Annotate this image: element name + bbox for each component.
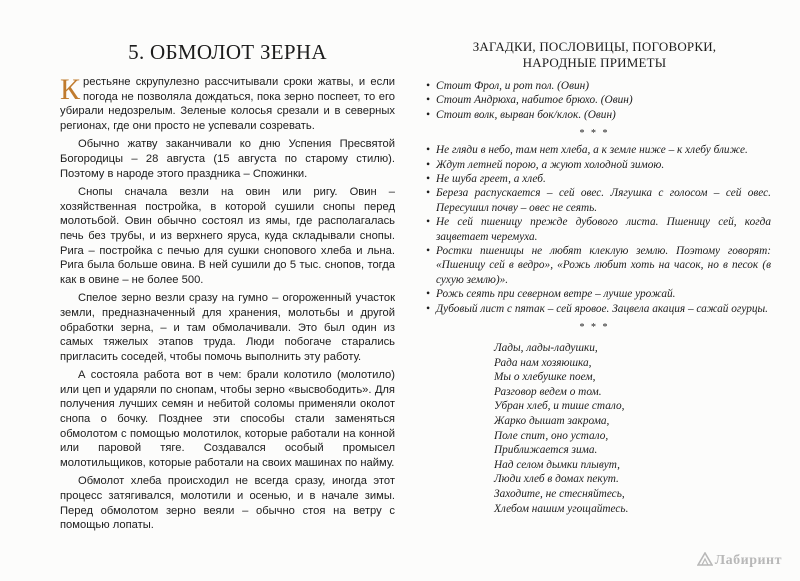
poem-line: Лады, лады-ладушки, bbox=[494, 342, 598, 355]
paragraph-5: А состояла работа вот в чем: брали колотило (молотило) или цеп и ударяли по снопам, чтобы зерно «высвободить». Для получения лучших семян и небитой соломы применяли околот снопа о бочку. Позднее эти способы стали заменяться обмолотом с помощью молотилок, которые работали на конной или паровой тяге. Создавался особый промысел молотильщиков, которые работали на своих машинах по найму. bbox=[60, 369, 395, 469]
watermark-text: Лабиринт bbox=[714, 553, 782, 568]
chapter-title: 5. ОБМОЛОТ ЗЕРНА bbox=[128, 40, 327, 64]
poem bbox=[494, 341, 771, 516]
paragraph-2: Обычно жатву заканчивали ко дню Успения Пресвятой Богородицы – 28 августа (15 августа по старому стилю). Поэтому в народе этого праздника – Спожинки. bbox=[60, 138, 395, 180]
paragraph-6: Обмолот хлеба происходил не всегда сразу, иногда этот процесс затягивался, молотили и осенью, и в начале зимы. Перед обмолотом зерно веяли – обычно стоя на ветру с помощью лопаты. bbox=[60, 475, 395, 532]
poem-line: Над селом дымки плывут, bbox=[494, 458, 620, 471]
bullet-icon: • bbox=[426, 302, 430, 315]
proverbs-list bbox=[418, 143, 771, 316]
bullet-icon: • bbox=[426, 173, 430, 186]
proverb-item: • Не гляди в небо, там нет хлеба, а к земле ниже – к хлебу ближе. bbox=[426, 144, 748, 157]
proverb-item: • Дубовый лист с пятак – сей яровое. Зацвела акация – сажай огурцы. bbox=[426, 302, 768, 315]
riddle-item: • Стоит волк, вырван бок/клок. (Овин) bbox=[426, 108, 616, 121]
poem-line: Убран хлеб, и тише стало, bbox=[494, 400, 625, 413]
labirint-logo-icon bbox=[697, 552, 713, 566]
poem-line: Мы о хлебушке поем, bbox=[494, 371, 596, 384]
left-page bbox=[60, 34, 395, 537]
bullet-icon: • bbox=[426, 216, 430, 229]
bullet-icon: • bbox=[426, 187, 430, 200]
section-title-line-1: ЗАГАДКИ, ПОСЛОВИЦЫ, ПОГОВОРКИ, bbox=[472, 39, 717, 54]
proverb-item: • Не шуба греет, а хлеб. bbox=[426, 173, 546, 186]
drop-cap: К bbox=[60, 73, 81, 106]
labirint-watermark bbox=[697, 552, 782, 569]
bullet-icon: • bbox=[426, 108, 430, 121]
poem-line: Рада нам хозяюшка, bbox=[494, 356, 592, 369]
bullet-icon: • bbox=[426, 245, 430, 258]
poem-line: Приближается зима. bbox=[494, 444, 598, 457]
poem-line: Хлебом нашим угощайтесь. bbox=[494, 502, 629, 515]
poem-line: Жарко дышат закрома, bbox=[494, 415, 610, 428]
riddles-list bbox=[418, 79, 771, 122]
riddle-item: • Стоит Андрюха, набитое брюхо. (Овин) bbox=[426, 94, 633, 107]
poem-line: Люди хлеб в домах пекут. bbox=[494, 473, 619, 486]
proverb-item: • Рожь сеять при северном ветре – лучше урожай. bbox=[426, 288, 676, 301]
right-page bbox=[418, 34, 771, 516]
proverb-item: • Не сей пшеницу прежде дубового листа. Пшеницу сей, когда зацветает черемуха. bbox=[426, 216, 771, 243]
bullet-icon: • bbox=[426, 144, 430, 157]
paragraph-3: Снопы сначала везли на овин или ригу. Овин – хозяйственная постройка, в которой сушили снопы перед молотьбой. Овин обычно состоял из ямы, где располагалась печь без трубы, и из верхнего яруса, куда складывали снопы. Рига – постройка с печью для сушки снопового хлеба и льна. Рига была больше овина. В ней сушили до 5 тыс. снопов, тогда как в овине – не более 500. bbox=[60, 186, 395, 286]
paragraph-4: Спелое зерно везли сразу на гумно – огороженный участок земли, предназначенный для хранения, молотьбы и другой обработки зерна, – и там обмолачивали. Это был один из самых тяжелых этапов труда. Люди побогаче старались пригласить соседей, чтобы помочь выполнить эту работу. bbox=[60, 292, 395, 363]
paragraph-1: Крестьяне скрупулезно рассчитывали сроки жатвы, и если погода не позволяла дождаться, пока зерно поспеет, то его убирали недозрелым. Зеленые колосья срезали и в северных регионах, где они просто не успевали созревать. bbox=[60, 73, 395, 132]
section-title-line-2: НАРОДНЫЕ ПРИМЕТЫ bbox=[522, 55, 667, 70]
proverb-item: • Береза распускается – сей овес. Лягушка с голосом – сей овес. Пересушил почву – овес не сеять. bbox=[426, 187, 771, 214]
poem-line: Заходите, не стесняйтесь, bbox=[494, 488, 625, 501]
proverb-item: • Ростки пшеницы не любят клеклую землю. Поэтому говорят: «Пшеницу сей в ведро», «Рожь любит хоть на часок, но в песок (в сухую землю)». bbox=[426, 245, 771, 286]
bullet-icon: • bbox=[426, 158, 430, 171]
bullet-icon: • bbox=[426, 288, 430, 301]
proverb-item: • Ждут летней порою, а жуют холодной зимою. bbox=[426, 158, 665, 171]
section-title bbox=[418, 39, 771, 71]
section-divider: * * * bbox=[579, 128, 610, 140]
bullet-icon: • bbox=[426, 80, 430, 92]
riddle-item: • Стоит Фрол, и рот пол. (Овин) bbox=[426, 80, 589, 92]
bullet-icon: • bbox=[426, 94, 430, 107]
poem-line: Поле спит, оно устало, bbox=[494, 429, 609, 442]
poem-line: Разговор ведем о том. bbox=[494, 385, 602, 398]
section-divider: * * * bbox=[579, 322, 610, 334]
